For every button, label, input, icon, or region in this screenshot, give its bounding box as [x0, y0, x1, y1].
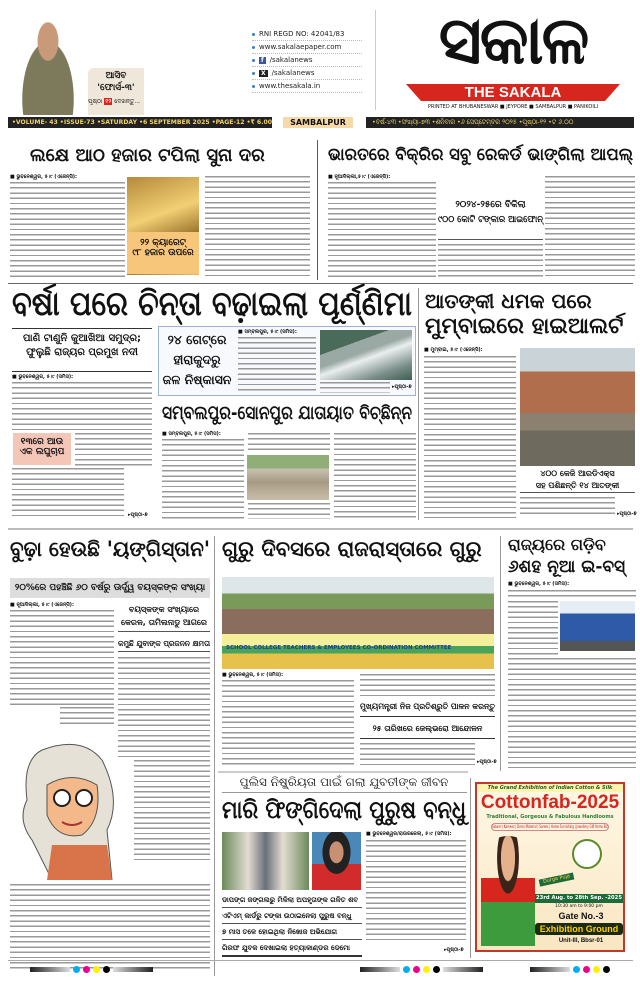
subhead-line: ପାଣି ଟାଣୁନି କୁଆଖିଆ ସମୁଦ୍ର; — [22, 333, 142, 344]
bullet-icon — [252, 46, 255, 49]
website-link-2[interactable] — [252, 80, 362, 93]
color-registration-bar — [30, 966, 153, 973]
box-line: ୨୨ କ୍ୟାରେଟ୍ — [140, 238, 186, 248]
info-text[interactable]: /sakalanews — [269, 56, 313, 64]
murder-headline[interactable]: ମାରି ଫିଙ୍ଗିଦେଲା ପୁରୁଷ ବନ୍ଧୁ — [222, 795, 466, 824]
teaser-line1: ଆସିବ — [105, 71, 127, 81]
actor-photo — [8, 10, 88, 115]
dam-photo — [320, 330, 412, 380]
sonepur-headline[interactable]: ସମ୍ବଲପୁର-ସୋନପୁର ଯାତାୟାତ ବିଚ୍ଛିନ୍ନ — [162, 402, 412, 424]
aging-box-1 — [118, 603, 210, 632]
info-text[interactable]: www.sakalaepaper.com — [259, 43, 342, 51]
edition-label: SAMBALPUR — [283, 117, 353, 128]
ebus-photo — [560, 601, 635, 651]
dateline: ■ ନୂଆଦିଲ୍ଲୀ, ୫।୯ (ଏଜେନ୍ସି): — [10, 602, 74, 608]
point: ଗିରଫ ଯୁବକ ଦେଖାଇଲା ହତ୍ୟାକାଣ୍ଡର ଡେମୋ — [222, 941, 362, 957]
teaser-page[interactable] — [88, 98, 144, 107]
ad-logo-seal — [572, 839, 602, 869]
teachers-rally-photo — [222, 577, 494, 669]
dateline: ■ ଭୁବନେଶ୍ୱର, ୫।୯ (ସମିସ): — [12, 374, 74, 380]
printed-at: PRINTED AT BHUBANESWAR ■ JEYPORE ■ SAMBALPUR ■ PANIKOILI — [427, 104, 599, 110]
info-text[interactable]: /sakalanews — [271, 69, 315, 77]
info-text: RNI REGD NO: 42041/83 — [259, 30, 345, 38]
edition-bar-english: •VOLUME- 43 •ISSUE-73 •SATURDAY •6 SEPTEMBER 2025 •PAGE-12 •₹ 6.00 — [8, 117, 272, 128]
color-registration-bar — [360, 966, 483, 973]
flood-photo — [247, 455, 329, 500]
ad-subtitle: Traditional, Gorgeous & Fabulous Handlooms — [486, 814, 614, 820]
headline-line: ଆତଙ୍କୀ ଧମକ ପରେ — [425, 289, 592, 313]
facebook-icon: f — [261, 56, 264, 64]
ad-woman-illustration — [481, 836, 535, 946]
arrest-photo — [222, 832, 309, 890]
ebus-headline[interactable] — [508, 534, 636, 578]
teachers-box-1: ମୁଖ୍ୟମନ୍ତ୍ରୀ ନିଜ ପ୍ରତିଶ୍ରୁତି ପାଳନ କରନ୍ତୁ — [360, 699, 495, 717]
bullet-icon — [252, 85, 255, 88]
logo-odia-text: ସକାଳ — [438, 2, 588, 79]
dateline: ■ ନୂଆଦିଲ୍ଲୀ,୫।୯ (ଏଜେନ୍ସି): — [328, 174, 391, 180]
teaser-page-num: ୧୨ — [105, 98, 112, 105]
rni-number — [252, 28, 362, 41]
old-woman-cartoon — [12, 730, 132, 880]
info-text[interactable]: www.thesakala.in — [259, 82, 321, 90]
ad-dates: 23rd Aug. to 28th Sep. -2025 — [536, 895, 623, 901]
teaser-line2: 'ଫୋର୍ସ-୩' — [97, 83, 135, 93]
dateline: ■ ଭୁବନେଶ୍ୱର, ୫।୯ (ସମିସ): — [508, 581, 570, 587]
edition-bar-odia: •ବର୍ଷ-୪୩ •ସଂଖ୍ୟା-୭୩ •ଶନିବାର •୬ ସେପ୍ଟେମ୍ବର ୨୦୨୫ •ପୃଷ୍ଠା-୧୨ •ଟ ୬.୦୦ — [366, 117, 634, 128]
dateline: ■ ଭୁବନେଶ୍ୱର, ୫।୯ (ଏଜେନ୍ସି): — [10, 174, 78, 180]
pink-box — [13, 433, 71, 465]
teachers-headline[interactable]: ଗୁରୁ ଦିବସରେ ରାଜରାସ୍ତାରେ ଗୁରୁ — [222, 537, 482, 561]
headline-line: ୨୪ ଗେଟ୍‌ରେ — [167, 332, 227, 347]
x-icon: X — [261, 69, 266, 77]
aging-headline[interactable]: ବୁଢ଼ା ହେଉଛି 'ୟଙ୍ଗିସ୍ତାନ' — [10, 537, 210, 561]
dateline: ■ ମୁମ୍ବାଇ, ୫।୯ (ଏଜେନ୍ସି): — [424, 347, 483, 353]
ad-venue: Exhibition Ground — [535, 923, 623, 935]
murder-kicker: ପୁଲିସ ନିଷ୍କ୍ରିୟତା ପାଇଁ ଗଲା ଯୁବତୀଙ୍କ ଜୀବନ — [239, 775, 449, 789]
box-line: କେରଳ, ତାମିଲନାଡୁ ଆଗରେ — [121, 618, 207, 627]
headline-line: ରାଜ୍ୟରେ ଗଡ଼ିବ — [508, 535, 606, 554]
aging-subhead: ୨୦%ରେ ପହଞ୍ଚିଛି ୬୦ ବର୍ଷରୁ ଊର୍ଦ୍ଧ୍ୱ ବୟସ୍କଙ୍କ ସଂଖ୍ୟା — [10, 578, 210, 598]
caption-line: ୪୦୦ କେଜି ଆରଡିଏକ୍ସ — [540, 469, 615, 478]
point: ଡାପଙ୍ଗ ଜଙ୍ଗଲରୁ ମିଳିଲା ଅପହୃତାଙ୍କ ଗଳିତ ଶବ — [222, 893, 362, 908]
ad-items: Salwar | Kameez | Dress Material | Sarees | Home Furnishing | Jewellery Gift Items Etc — [492, 824, 609, 829]
aging-box-2: କମୁଛି ଯୁବାଙ୍କ ପ୍ରଜନନ କ୍ଷମତା — [118, 637, 210, 652]
x-link[interactable] — [252, 67, 362, 80]
continued-link[interactable]: ▸ପୃଷ୍ଠା-୭ — [392, 384, 412, 390]
color-registration-bar — [530, 966, 610, 973]
headline-line: ଜଳ ନିଷ୍କାସନ — [162, 372, 232, 387]
hirakud-headline[interactable] — [160, 330, 234, 390]
dateline: ■ ସମ୍ବଲପୁର, ୫।୯ (ସମିସ): — [238, 329, 297, 335]
headline-line: ୬ଶହ ନୂଆ ଇ-ବସ୍ — [508, 557, 626, 577]
ad-badge: Durga Puja — [539, 872, 575, 886]
teaser-page-prefix: ପୃଷ୍ଠା — [88, 98, 103, 105]
dateline: ■ ଭୁବନେଶ୍ୱର/ରାଉରକେଲା, ୫।୯ (ସମିସ): — [366, 831, 452, 837]
website-link[interactable] — [252, 41, 362, 54]
gold-highlight-box — [127, 232, 199, 274]
subhead-line: ଫୁଲୁଛି ରାଜ୍ୟର ପ୍ରମୁଖ ନଦୀ — [26, 347, 138, 358]
box-line: ଏକ ଲଘୁଚାପ — [19, 447, 65, 457]
continued-link[interactable]: ▸ପୃଷ୍ଠା-୭ — [477, 759, 497, 765]
box-line: ବୟସ୍କଙ୍କ ସଂଖ୍ୟାରେ — [128, 605, 200, 614]
continued-link[interactable]: ▸ପୃଷ୍ଠା-୭ — [444, 947, 464, 953]
headline[interactable]: ଲକ୍ଷେ ଆଠ ହଜାର ଟପିଲା ସୁନା ଦର — [30, 145, 265, 166]
box-line: ୯୮ ହଜାର ଉପରେ — [132, 248, 194, 258]
victim-photo — [312, 832, 361, 890]
masthead-info-list — [252, 28, 362, 93]
box-line: ୧୩ରେ ଆଉ — [20, 437, 64, 447]
ad-gate: Gate No.-3 — [558, 911, 604, 921]
teaser-box[interactable] — [88, 68, 144, 115]
headline-line: ହୀରାକୁଦରୁ — [173, 352, 221, 367]
logo-english: THE SAKALA — [464, 84, 562, 101]
cottonfab-ad[interactable] — [475, 782, 625, 952]
point: ଏଟିଏମ୍ କାର୍ଡରୁ ଟଙ୍କା ଉଠାଇନେଲା ପୁରୁଷ ବନ୍ଧୁ — [222, 909, 362, 924]
box-line: ୨୦୨୪-୨୫ରେ ବିକିଲା — [455, 200, 526, 210]
bullet-icon — [252, 59, 255, 62]
ad-title: Cottonfab-2025 — [480, 792, 620, 813]
mumbai-caption — [520, 468, 635, 493]
lead-headline[interactable]: ବର୍ଷା ପରେ ଚିନ୍ତା ବଢ଼ାଇଲା ପୂର୍ଣ୍ଣିମା — [12, 284, 413, 324]
taj-hotel-photo — [520, 348, 635, 466]
bullet-icon — [252, 33, 255, 36]
teachers-box-2: ୨୫ ତାରିଖରେ ଜେଲ୍‌ଭରୋ ଆନ୍ଦୋଳନ — [360, 721, 495, 739]
mumbai-headline[interactable] — [425, 288, 635, 340]
headline-line: ମୁମ୍ବାଇରେ ହାଇଆଲର୍ଟ — [425, 314, 624, 339]
apple-highlight-box — [438, 200, 543, 240]
rally-banner-text: SCHOOL COLLEGE TEACHERS & EMPLOYEES CO-ORDINATION COMMITTEE — [226, 645, 452, 651]
ad-location: Unit-III, Bbsr-01 — [558, 938, 604, 944]
continued-link[interactable]: ▸ପୃଷ୍ଠା-୭ — [617, 511, 637, 517]
dateline: ■ ସମ୍ବଲପୁର, ୫।୯ (ସମିସ): — [162, 431, 221, 437]
ad-tagline: The Grand Exhibition of Indian Cotton & Silk — [477, 784, 623, 792]
point: ୭ ମାସ ତଳେ ହୋଇଥିଲା ନିଖୋଜ ଅଭିଯୋଗ — [222, 925, 362, 940]
headline[interactable]: ଭାରତରେ ବିକ୍ରିର ସବୁ ରେକର୍ଡ ଭାଙ୍ଗିଲା ଆପଲ୍ — [328, 145, 634, 165]
rain-subhead — [12, 328, 152, 372]
ad-time: 10:30 am to 9:00 pm — [555, 904, 603, 909]
teaser-page-suffix: ଦେଖନ୍ତୁ... — [114, 98, 141, 105]
box-line: ୯୦୦ କୋଟି ଟଙ୍କାର ଆଇଫୋନ୍ — [438, 215, 544, 225]
continued-link[interactable]: ▸ପୃଷ୍ଠା-୭ — [128, 512, 148, 518]
logo — [388, 0, 638, 112]
dateline: ■ ଭୁବନେଶ୍ୱର, ୫।୯ (ସମିସ): — [222, 672, 284, 678]
bullet-icon — [252, 72, 255, 75]
caption-line: ସହ ପଶିଛନ୍ତି ୧୪ ଆତଙ୍କୀ — [535, 481, 620, 490]
facebook-link[interactable] — [252, 54, 362, 67]
